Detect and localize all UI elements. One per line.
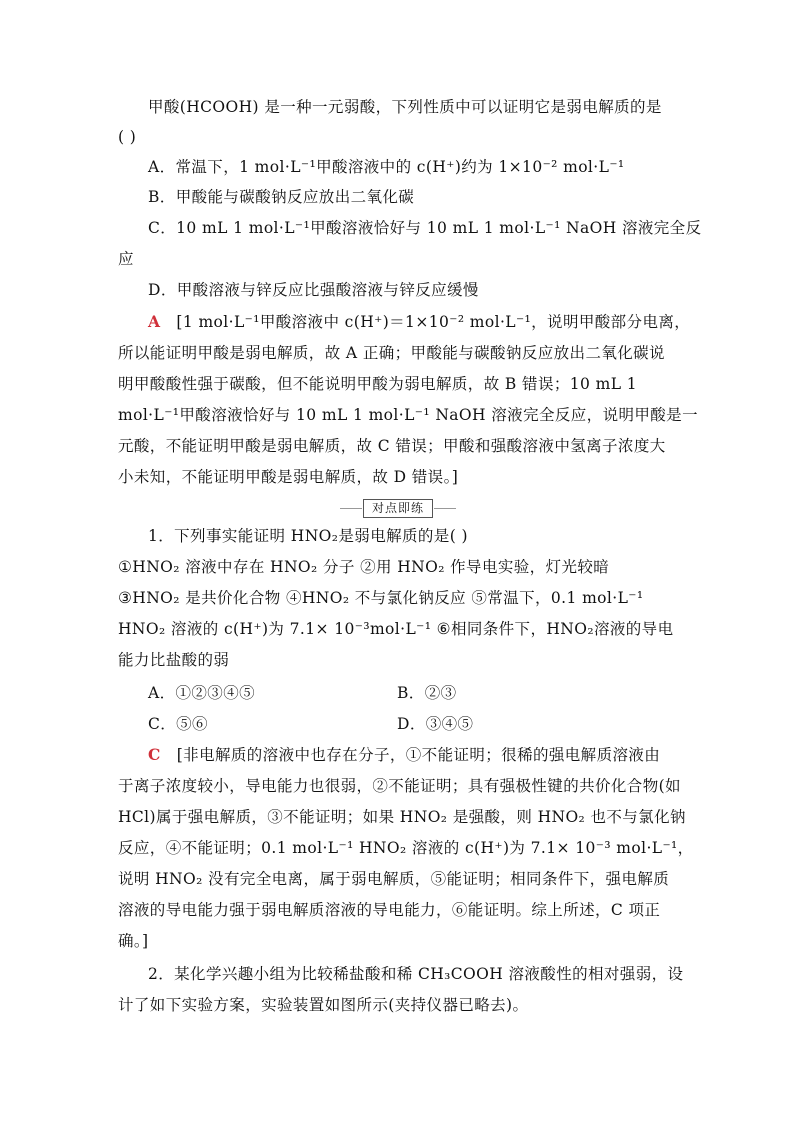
- q1-option-d: D．③④⑤: [397, 715, 474, 733]
- q1-explanation-3: 反应，④不能证明；0.1 mol·L⁻¹ HNO₂ 溶液的 c(H⁺)为 7.1× 10⁻³ mol·L⁻¹，: [118, 839, 694, 857]
- q2-line2: 计了如下实验方案，实验装置如图所示(夹持仪器已略去)。: [118, 996, 529, 1014]
- q1-option-b: B．②③: [397, 684, 457, 702]
- q1-explanation-6: 确。]: [118, 932, 149, 950]
- q1-option-a: A．①②③④⑤: [148, 684, 255, 702]
- q1-fact-line-2: HNO₂ 溶液的 c(H⁺)为 7.1× 10⁻³mol·L⁻¹ ⑥相同条件下，HNO₂溶液的导电: [118, 620, 674, 638]
- example-explanation-4: 元酸，不能证明甲酸是弱电解质，故 C 错误；甲酸和强酸溶液中氢离子浓度大: [118, 437, 666, 455]
- example-explanation-0: [1 mol·L⁻¹甲酸溶液中 c(H⁺)＝1×10⁻² mol·L⁻¹，说明甲酸部分电离，: [176, 313, 691, 331]
- q1-fact-line-3: 能力比盐酸的弱: [118, 651, 230, 669]
- example-explanation-1: 所以能证明甲酸是弱电解质，故 A 正确；甲酸能与碳酸钠反应放出二氧化碳说: [118, 344, 665, 362]
- section-tag: 对点即练: [363, 499, 433, 518]
- example-option-d: D．甲酸溶液与锌反应比强酸溶液与锌反应缓慢: [148, 281, 479, 299]
- q1-stem: 1．下列事实能证明 HNO₂是弱电解质的是( ): [148, 527, 468, 545]
- example-explanation-5: 小未知，不能证明甲酸是弱电解质，故 D 错误。]: [118, 468, 459, 486]
- q1-answer-letter: C: [148, 745, 161, 764]
- example-option-b: B．甲酸能与碳酸钠反应放出二氧化碳: [148, 188, 415, 206]
- example-explanation-3: mol·L⁻¹甲酸溶液恰好与 10 mL 1 mol·L⁻¹ NaOH 溶液完全反应，说明甲酸是一: [118, 406, 698, 424]
- example-answer-letter: A: [148, 312, 161, 331]
- example-option-c-line2: 应: [118, 250, 134, 268]
- q1-fact-line-0: ①HNO₂ 溶液中存在 HNO₂ 分子 ②用 HNO₂ 作导电实验，灯光较暗: [118, 558, 610, 576]
- q2-line1: 2．某化学兴趣小组为比较稀盐酸和稀 CH₃COOH 溶液酸性的相对强弱，设: [148, 965, 684, 983]
- example-stem-line2: ( ): [118, 128, 137, 146]
- q1-explanation-1: 于离子浓度较小，导电能力也很弱，②不能证明；具有强极性键的共价化合物(如: [118, 777, 681, 795]
- example-option-c-line1: C．10 mL 1 mol·L⁻¹甲酸溶液恰好与 10 mL 1 mol·L⁻¹ NaOH 溶液完全反: [148, 219, 702, 237]
- q1-option-c: C．⑤⑥: [148, 715, 208, 733]
- q1-explanation-4: 说明 HNO₂ 没有完全电离，属于弱电解质，⑤能证明；相同条件下，强电解质: [118, 870, 670, 888]
- q1-explanation-0: [非电解质的溶液中也存在分子，①不能证明；很稀的强电解质溶液由: [176, 746, 661, 764]
- q1-explanation-5: 溶液的导电能力强于弱电解质溶液的导电能力，⑥能证明。综上所述，C 项正: [118, 901, 661, 919]
- example-answer-line: [148, 311, 690, 333]
- q1-answer-line: [148, 744, 660, 766]
- example-option-a: A．常温下，1 mol·L⁻¹甲酸溶液中的 c(H⁺)约为 1×10⁻² mol·L⁻¹: [148, 158, 625, 176]
- example-stem-line1: 甲酸(HCOOH) 是一种一元弱酸，下列性质中可以证明它是弱电解质的是: [148, 98, 662, 116]
- q1-fact-line-1: ③HNO₂ 是共价化合物 ④HNO₂ 不与氯化钠反应 ⑤常温下，0.1 mol·L⁻¹: [118, 589, 644, 607]
- q1-explanation-2: HCl)属于强电解质，③不能证明；如果 HNO₂ 是强酸，则 HNO₂ 也不与氯化钠: [118, 808, 686, 826]
- example-explanation-2: 明甲酸酸性强于碳酸，但不能说明甲酸为弱电解质，故 B 错误；10 mL 1: [118, 375, 637, 393]
